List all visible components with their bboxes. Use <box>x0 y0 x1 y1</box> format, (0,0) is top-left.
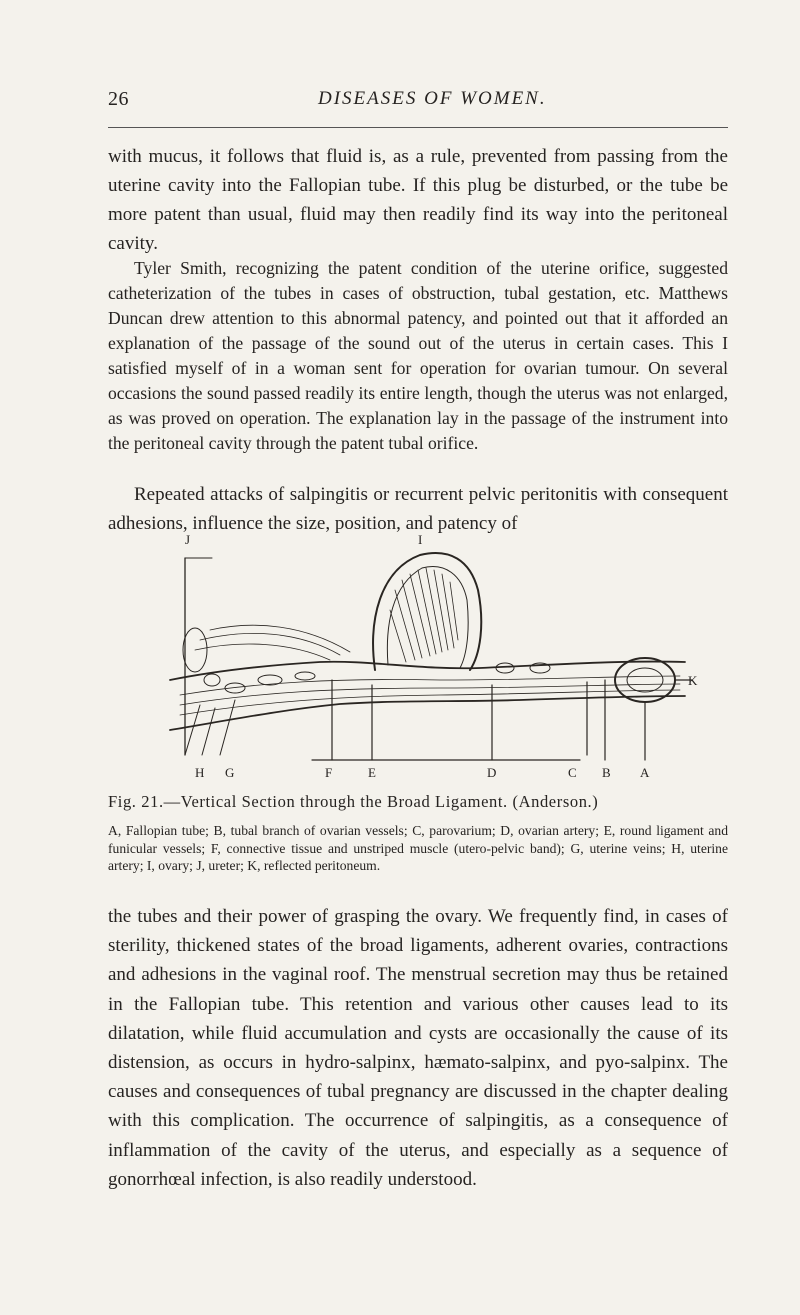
label-h: H <box>195 765 205 780</box>
paragraph-continued: with mucus, it follows that fluid is, as a rule, prevented from passing from the uterine cavity into the Fallopian tube. If this plug be disturbed, or the tube be more patent than usual, fluid may then readily find its way into the peritoneal cavity. <box>108 146 728 254</box>
ovary-hatching <box>390 568 458 662</box>
label-g: G <box>225 765 235 780</box>
label-d: D <box>487 765 497 780</box>
label-b: B <box>602 765 611 780</box>
label-k: K <box>688 673 698 688</box>
running-title: DISEASES OF WOMEN. <box>318 88 547 109</box>
label-j: J <box>185 532 191 547</box>
label-a: A <box>640 765 650 780</box>
paragraph-tubes-ovary: the tubes and their power of grasping the ovary. We frequently find, in cases of sterility, thickened states of the broad ligaments, adherent ovaries, contractions and adhesions in the vaginal roof. The menstrual secretion may thus be retained in the Fallopian tube. This retention and various other causes lead to its dilatation, while fluid accumulation and cysts are occasionally the cause of its distension, as occurs in hydro-salpinx, hæmato-salpinx, and pyo-salpinx. The causes and consequences of tubal pregnancy are discussed in the chapter dealing with this complication. The occurrence of salpingitis, as a consequence of inflammation of the cavity of the uterus, and especially as a sequence of gonorrhœal infection, is also readily understood. <box>108 906 728 1190</box>
page-number: 26 <box>108 88 129 110</box>
paragraph-salpingitis: Repeated attacks of salpingitis or recurrent pelvic peritonitis with consequent adhesions, influence the size, position, and patency of <box>108 484 728 534</box>
label-i: I <box>418 532 423 547</box>
broad-ligament-lower <box>170 696 685 730</box>
label-e: E <box>368 765 376 780</box>
header-rule <box>108 127 728 128</box>
figure-caption-legend: A, Fallopian tube; B, tubal branch of ovarian vessels; C, parovarium; D, ovarian artery; E, round ligament and funicular vessels; F, connective tissue and unstriped muscle (utero-pelvic band); G, uterine veins; H, uterine artery; I, ovary; J, ureter; K, reflected peritoneum. <box>108 823 728 873</box>
broad-ligament-illustration <box>140 530 700 780</box>
label-leader-lines <box>312 680 645 760</box>
page-header <box>108 88 728 120</box>
fallopian-tube-outline <box>615 658 675 702</box>
uterine-vessels <box>183 628 550 693</box>
label-f: F <box>325 765 333 780</box>
figure-caption-title: Fig. 21.—Vertical Section through the Broad Ligament. (Anderson.) <box>108 792 599 811</box>
label-c: C <box>568 765 577 780</box>
paragraph-tyler-smith: Tyler Smith, recognizing the patent condition of the uterine orifice, suggested catheterization of the tubes in cases of obstruction, tubal gestation, etc. Matthews Duncan drew attention to this abnormal patency, and pointed out that it afforded an explanation of the passage of the sound out of the uterus in certain cases. This I satisfied myself of in a woman sent for operation for ovarian tumour. On several occasions the sound passed readily its entire length, though the uterus was not enlarged, as was proved on operation. The explanation lay in the passage of the instrument into the peritoneal cavity through the patent tubal orifice. <box>108 258 728 453</box>
